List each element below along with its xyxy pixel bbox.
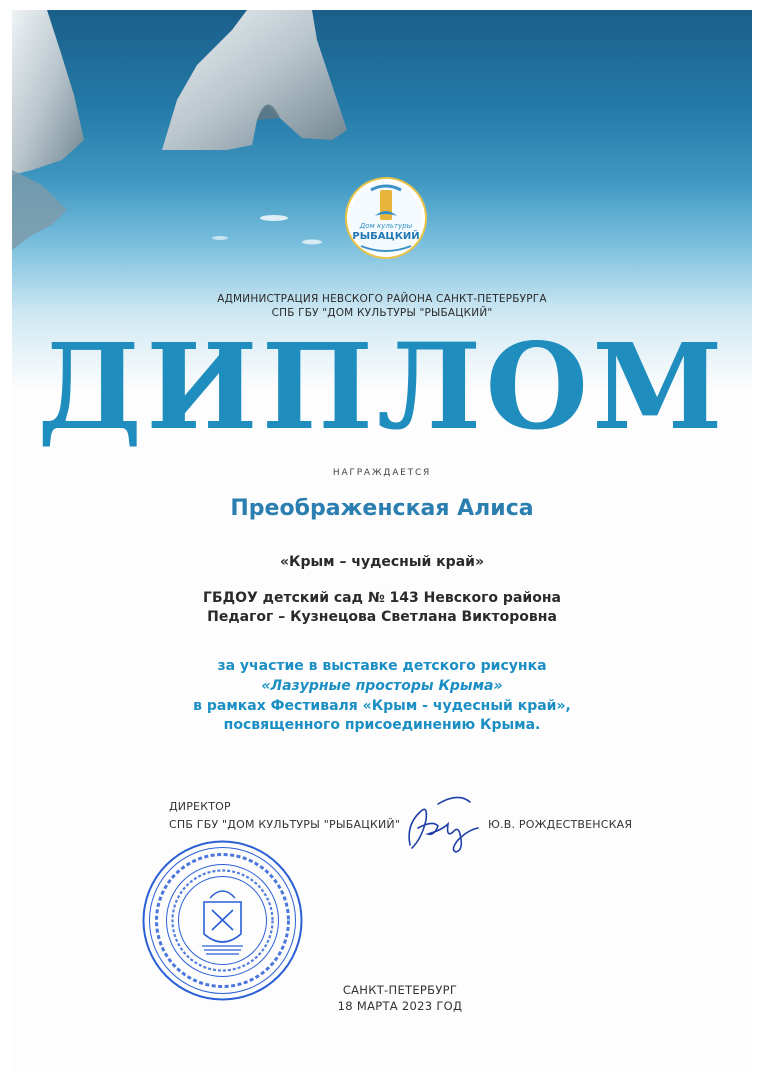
awarded-label: НАГРАЖДАЕТСЯ [332, 468, 432, 478]
official-stamp-seal [140, 838, 305, 1003]
institution-line-2: Педагог – Кузнецова Светлана Викторовна [207, 609, 557, 625]
description-line-2: «Лазурные просторы Крыма» [261, 678, 503, 694]
org-line-1: АДМИНИСТРАЦИЯ НЕВСКОГО РАЙОНА САНКТ-ПЕТЕРБУРГА [217, 293, 547, 305]
recipient-name: Преображенская Алиса [230, 496, 534, 521]
diploma-title: ДИПЛОМ [37, 317, 727, 456]
description-line-3: в рамках Фестиваля «Крым - чудесный край», [193, 698, 571, 714]
signer-name: Ю.В. РОЖДЕСТВЕНСКАЯ [488, 818, 633, 831]
svg-text:Дом культуры: Дом культуры [359, 222, 413, 230]
svg-text:РЫБАЦКИЙ: РЫБАЦКИЙ [352, 231, 420, 242]
signer-position-line-1: ДИРЕКТОР [169, 800, 231, 813]
date: 18 МАРТА 2023 ГОД [337, 999, 463, 1013]
dom-kultury-logo [343, 176, 429, 266]
diploma-page [12, 10, 752, 1072]
org-line-2: СПБ ГБУ "ДОМ КУЛЬТУРЫ "РЫБАЦКИЙ" [271, 307, 493, 319]
signer-position-line-2: СПБ ГБУ "ДОМ КУЛЬТУРЫ "РЫБАЦКИЙ" [169, 818, 401, 831]
work-title: «Крым – чудесный край» [279, 554, 485, 570]
description-line-1: за участие в выставке детского рисунка [217, 658, 547, 674]
institution-line-1: ГБДОУ детский сад № 143 Невского района [203, 590, 561, 606]
city: САНКТ-ПЕТЕРБУРГ [342, 983, 458, 997]
description-line-4: посвященного присоединению Крыма. [223, 717, 541, 733]
handwritten-signature [398, 790, 488, 860]
